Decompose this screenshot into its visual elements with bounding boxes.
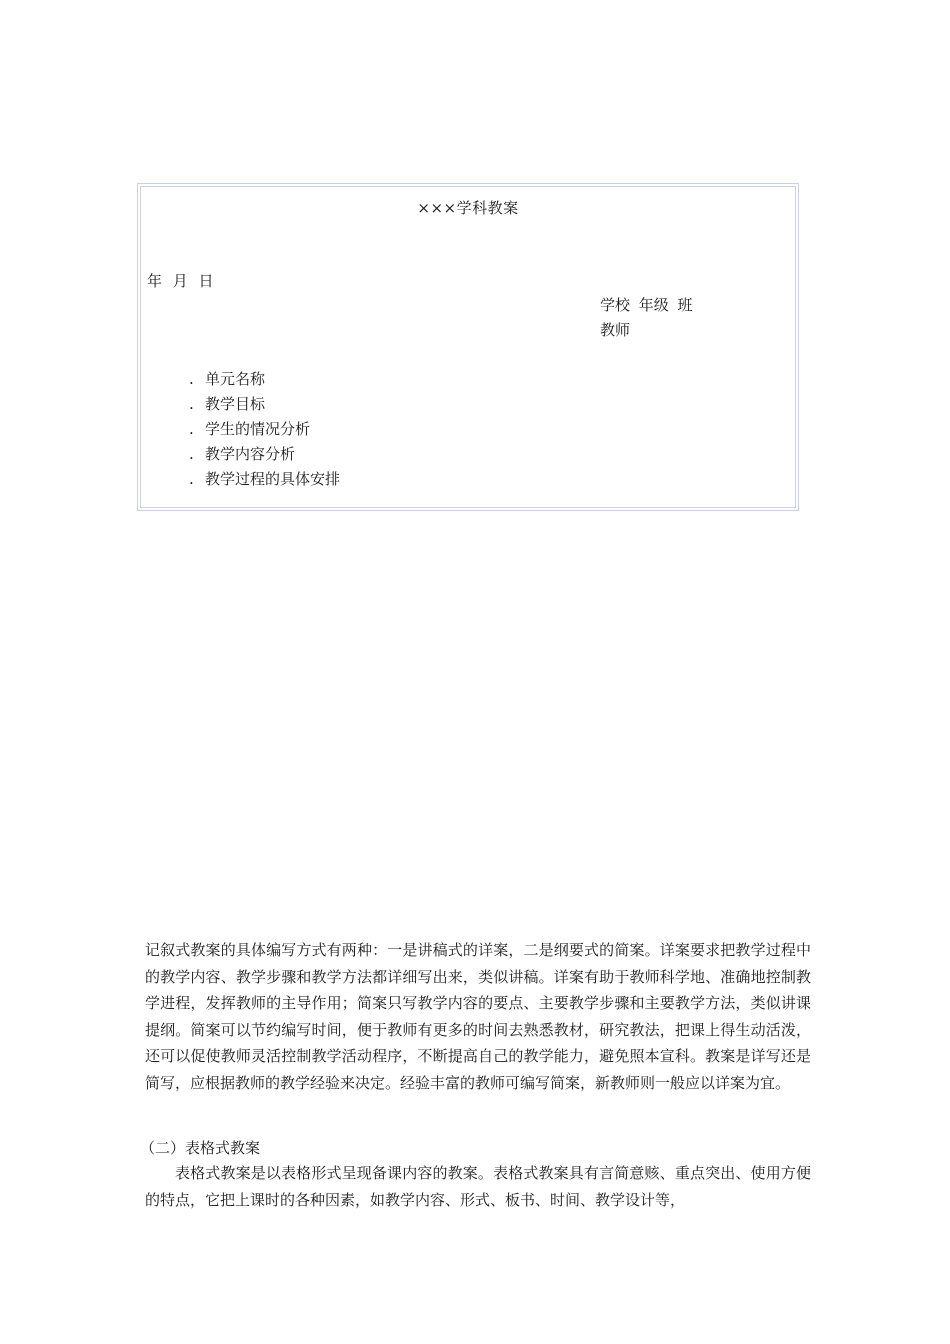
lesson-outline-list xyxy=(189,367,340,492)
narrative-lesson-plan-paragraph: 记叙式教案的具体编写方式有两种：一是讲稿式的详案，二是纲要式的简案。详案要求把教学过程中的教学内容、教学步骤和教学方法都详细写出来，类似讲稿。详案有助于教师科学地、准确地控制教学进程，发挥教师的主导作用；简案只写教学内容的要点、主要教学步骤和主要教学方法，类似讲课提纲。简案可以节约编写时间，便于教师有更多的时间去熟悉教材，研究教法，把课上得生动活泼，还可以促使教师灵活控制教学活动程序，不断提高自己的教学能力，避免照本宣科。教案是详写还是简写，应根据教师的教学经验来决定。经验丰富的教师可编写简案，新教师则一般应以详案为宜。 xyxy=(145,941,811,1092)
list-bullet: . xyxy=(189,445,194,463)
list-item-label: 单元名称 xyxy=(205,370,266,388)
list-item xyxy=(189,367,340,392)
teacher-line: 教师 xyxy=(600,321,631,339)
list-bullet: . xyxy=(189,420,194,438)
lesson-plan-title: ×××学科教案 xyxy=(417,199,519,217)
lesson-plan-template-box xyxy=(137,183,799,511)
lesson-plan-template-inner-border xyxy=(140,186,796,508)
list-item xyxy=(189,392,340,417)
list-item xyxy=(189,442,340,467)
list-bullet: . xyxy=(189,470,194,488)
list-bullet: . xyxy=(189,395,194,413)
list-item xyxy=(189,467,340,492)
table-lesson-plan-paragraph: 表格式教案是以表格形式呈现备课内容的教案。表格式教案具有言简意赅、重点突出、使用方便的特点，它把上课时的各种因素，如教学内容、形式、板书、时间、教学设计等， xyxy=(145,1164,811,1209)
list-item xyxy=(189,417,340,442)
list-item-label: 教学内容分析 xyxy=(205,445,296,463)
date-line: 年 月 日 xyxy=(147,272,215,290)
school-grade-class-line: 学校 年级 班 xyxy=(600,296,693,314)
list-item-label: 教学过程的具体安排 xyxy=(205,470,341,488)
list-bullet: . xyxy=(189,370,194,388)
list-item-label: 教学目标 xyxy=(205,395,266,413)
section-heading: （二）表格式教案 xyxy=(140,1139,261,1157)
list-item-label: 学生的情况分析 xyxy=(205,420,311,438)
